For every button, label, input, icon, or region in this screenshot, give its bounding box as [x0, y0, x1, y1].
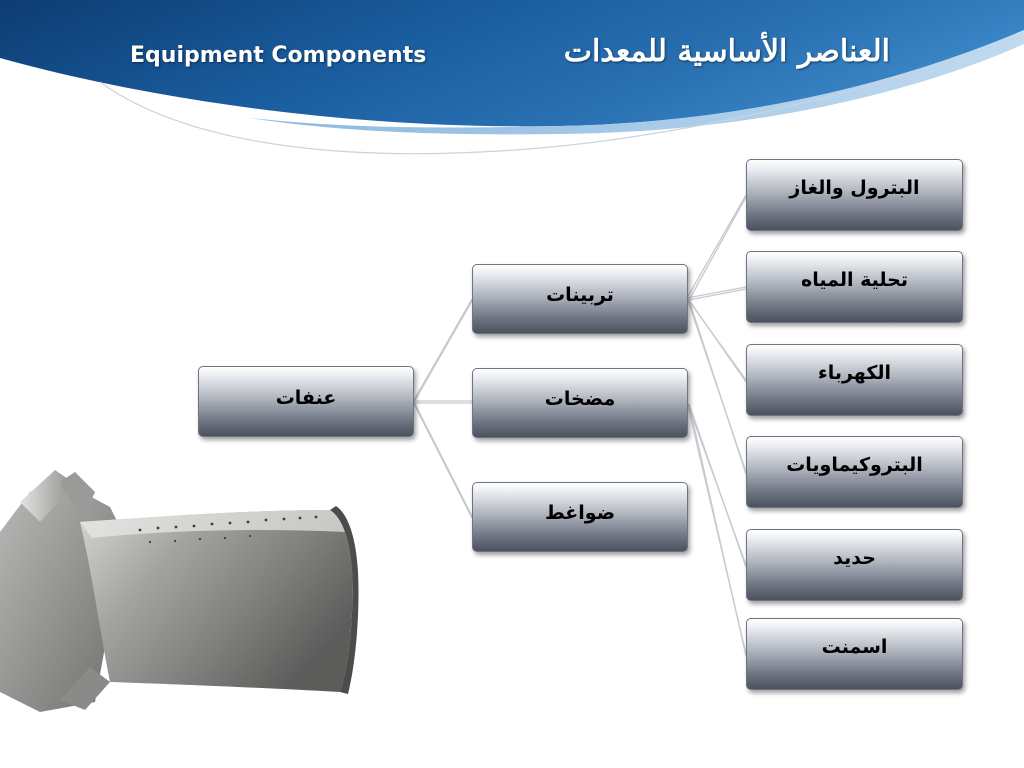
- node-compressors: [472, 482, 688, 552]
- node-cement-label: اسمنت: [821, 636, 888, 658]
- connector-pumps-iron: [687, 402, 746, 565]
- node-oil-gas-label: البترول والغاز: [789, 177, 920, 199]
- connector-turbines-petrochem: [687, 298, 746, 472]
- header-banner: [0, 0, 1024, 170]
- node-iron: [746, 529, 963, 601]
- node-cement: [746, 618, 963, 690]
- node-petrochemicals: [746, 436, 963, 508]
- node-electricity-label: الكهرباء: [817, 362, 892, 384]
- connector-pumps-cement: [687, 402, 746, 654]
- connector-turbines-oilgas: [687, 195, 746, 298]
- node-root-label: عنفات: [275, 386, 337, 409]
- node-oil-gas: [746, 159, 963, 231]
- node-compressors-label: ضواغط: [544, 502, 616, 524]
- turbine-blade-image: [0, 462, 360, 712]
- node-water-desalination: [746, 251, 963, 323]
- node-turbines-label: تربينات: [546, 284, 614, 306]
- slide-title-arabic: العناصر الأساسية للمعدات: [563, 34, 890, 69]
- slide-title-english: Equipment Components: [130, 43, 427, 68]
- node-petrochemicals-label: البتروكيماويات: [786, 454, 923, 476]
- connector-root-turbines: [414, 299, 472, 400]
- node-pumps-label: مضخات: [544, 388, 616, 410]
- node-electricity: [746, 344, 963, 416]
- node-turbines: [472, 264, 688, 334]
- connector-root-compressors: [414, 402, 472, 516]
- connector-turbines-electricity: [687, 298, 746, 380]
- connector-turbines-desal: [687, 287, 746, 298]
- node-water-desalination-label: تحلية المياه: [801, 269, 908, 291]
- node-iron-label: حديد: [833, 547, 876, 569]
- node-root-turbines: [198, 366, 414, 437]
- node-pumps: [472, 368, 688, 438]
